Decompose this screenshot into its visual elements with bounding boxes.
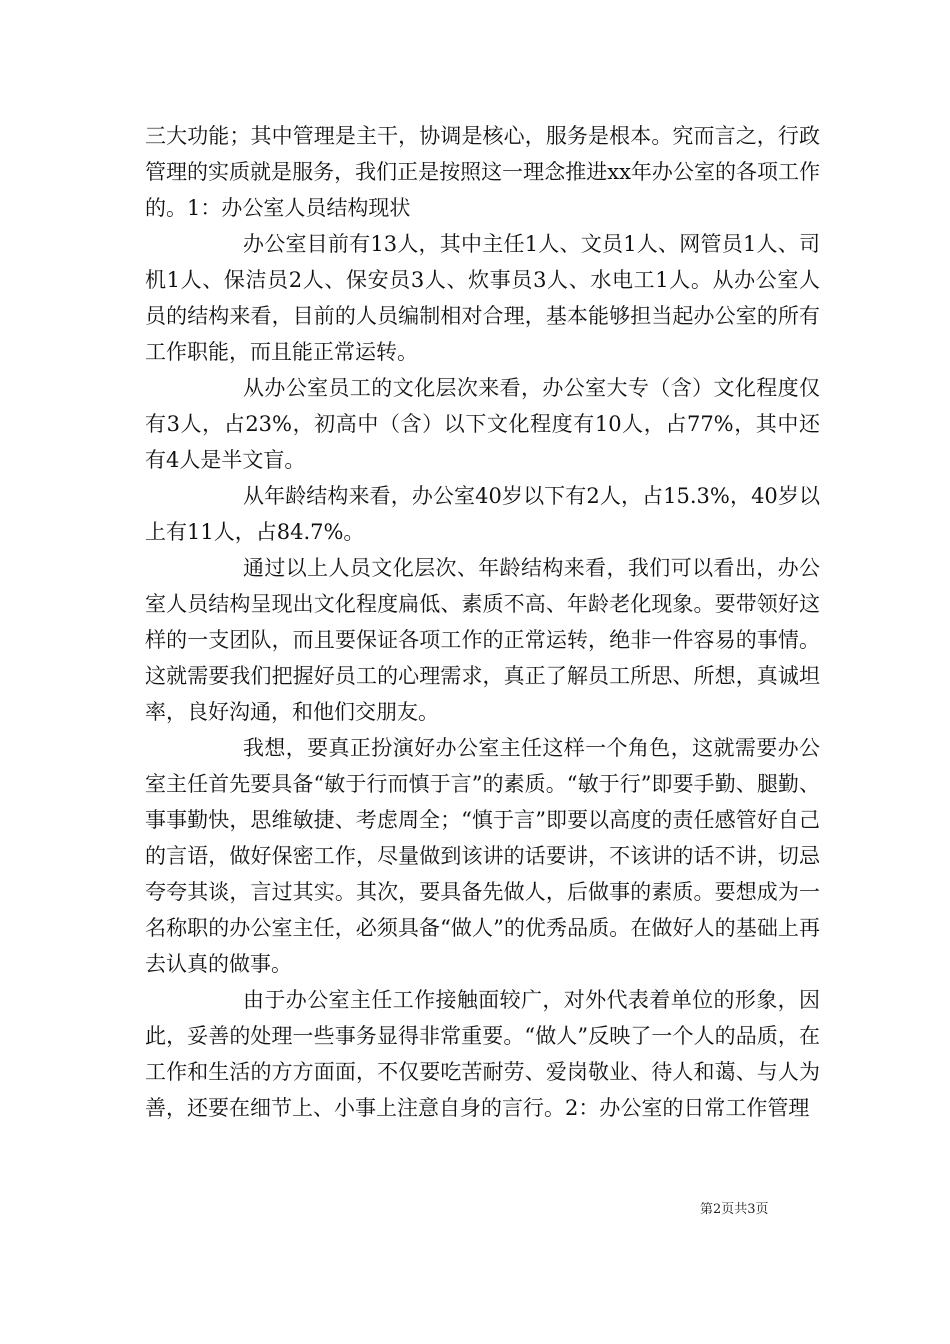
page-number-footer: 第2页共3页 — [700, 1202, 769, 1217]
paragraph: 通过以上人员文化层次、年龄结构来看，我们可以看出，办公室人员结构呈现出文化程度扁低、素质不高、年龄老化现象。要带领好这样的一支团队，而且要保证各项工作的正常运转，绝非一件容易的事情。这就需要我们把握好员工的心理需求，真正了解员工所思、所想，真诚坦率，良好沟通，和他们交朋友。 — [145, 556, 820, 724]
paragraph: 我想，要真正扮演好办公室主任这样一个角色，这就需要办公室主任首先要具备“敏于行而慎于言”的素质。“敏于行”即要手勤、腿勤、事事勤快，思维敏捷、考虑周全；“慎于言”即要以高度的责任感管好自己的言语，做好保密工作，尽量做到该讲的话要讲，不该讲的话不讲，切忌夸夸其谈，言过其实。其次，要具备先做人，后做事的素质。要想成为一名称职的办公室主任，必须具备“做人”的优秀品质。在做好人的基础上再去认真的做事。 — [145, 736, 820, 976]
paragraph: 从年龄结构来看，办公室40岁以下有2人，占15.3%，40岁以上有11人，占84.7%。 — [145, 484, 820, 544]
document-body — [145, 118, 820, 1126]
paragraph: 从办公室员工的文化层次来看，办公室大专（含）文化程度仅有3人，占23%，初高中（含）以下文化程度有10人，占77%，其中还有4人是半文盲。 — [145, 376, 820, 472]
paragraph: 三大功能；其中管理是主干，协调是核心，服务是根本。究而言之，行政管理的实质就是服务，我们正是按照这一理念推进xx年办公室的各项工作的。1：办公室人员结构现状 — [145, 124, 820, 220]
paragraph: 办公室目前有13人，其中主任1人、文员1人、网管员1人、司机1人、保洁员2人、保安员3人、炊事员3人、水电工1人。从办公室人员的结构来看，目前的人员编制相对合理，基本能够担当起办公室的所有工作职能，而且能正常运转。 — [145, 232, 820, 364]
paragraph: 由于办公室主任工作接触面较广，对外代表着单位的形象，因此，妥善的处理一些事务显得非常重要。“做人”反映了一个人的品质，在工作和生活的方方面面，不仅要吃苦耐劳、爱岗敬业、待人和蔼、与人为善，还要在细节上、小事上注意自身的言行。2：办公室的日常工作管理 — [145, 988, 820, 1120]
